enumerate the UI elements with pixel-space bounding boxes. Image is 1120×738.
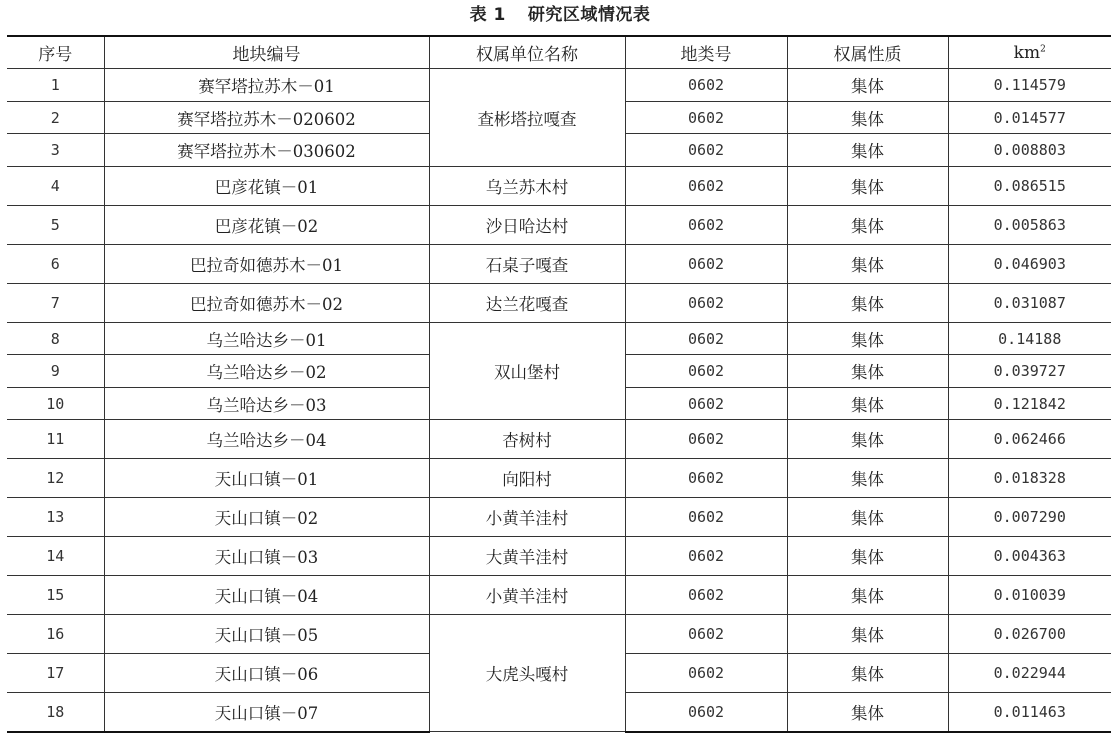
area-cell: 0.046903 [948,245,1111,284]
serial-cell: 9 [7,355,104,388]
area-cell: 0.014577 [948,102,1111,134]
serial-cell: 11 [7,420,104,459]
plot-id-cell: 天山口镇－02 [104,498,429,537]
table-row [7,69,1111,102]
ownership-type-cell: 集体 [787,102,948,134]
serial-cell: 16 [7,615,104,654]
header-owner-unit: 权属单位名称 [429,36,625,69]
ownership-type-cell: 集体 [787,245,948,284]
ownership-type-cell: 集体 [787,69,948,102]
serial-cell: 8 [7,323,104,355]
land-class-cell: 0602 [625,167,787,206]
owner-unit-cell: 杏树村 [429,420,625,459]
land-class-cell: 0602 [625,693,787,732]
serial-cell: 3 [7,134,104,167]
land-class-cell: 0602 [625,102,787,134]
ownership-type-cell: 集体 [787,576,948,615]
ownership-type-cell: 集体 [787,693,948,732]
table-row [7,537,1111,576]
owner-unit-cell: 大虎头嘎村 [429,615,625,732]
owner-unit-cell: 小黄羊洼村 [429,498,625,537]
area-cell: 0.010039 [948,576,1111,615]
serial-cell: 10 [7,388,104,420]
area-cell: 0.026700 [948,615,1111,654]
study-area-table [7,35,1111,733]
serial-cell: 15 [7,576,104,615]
table-row [7,245,1111,284]
area-cell: 0.004363 [948,537,1111,576]
serial-cell: 18 [7,693,104,732]
land-class-cell: 0602 [625,420,787,459]
plot-id-cell: 赛罕塔拉苏木－030602 [104,134,429,167]
land-class-cell: 0602 [625,206,787,245]
area-cell: 0.114579 [948,69,1111,102]
plot-id-cell: 天山口镇－05 [104,615,429,654]
table-caption [0,4,1120,26]
table-row [7,167,1111,206]
ownership-type-cell: 集体 [787,206,948,245]
owner-unit-cell: 乌兰苏木村 [429,167,625,206]
land-class-cell: 0602 [625,498,787,537]
owner-unit-cell: 达兰花嘎查 [429,284,625,323]
table-row [7,420,1111,459]
owner-unit-cell: 石桌子嘎查 [429,245,625,284]
table-number: 表 1 [469,5,506,25]
header-plot-id: 地块编号 [104,36,429,69]
plot-id-cell: 天山口镇－03 [104,537,429,576]
plot-id-cell: 巴彦花镇－02 [104,206,429,245]
serial-cell: 13 [7,498,104,537]
serial-cell: 7 [7,284,104,323]
header-serial: 序号 [7,36,104,69]
area-cell: 0.018328 [948,459,1111,498]
land-class-cell: 0602 [625,576,787,615]
header-ownership-type: 权属性质 [787,36,948,69]
area-cell: 0.086515 [948,167,1111,206]
land-class-cell: 0602 [625,245,787,284]
plot-id-cell: 乌兰哈达乡－04 [104,420,429,459]
ownership-type-cell: 集体 [787,284,948,323]
owner-unit-cell: 沙日哈达村 [429,206,625,245]
ownership-type-cell: 集体 [787,388,948,420]
area-cell: 0.062466 [948,420,1111,459]
ownership-type-cell: 集体 [787,498,948,537]
serial-cell: 14 [7,537,104,576]
serial-cell: 5 [7,206,104,245]
ownership-type-cell: 集体 [787,134,948,167]
land-class-cell: 0602 [625,537,787,576]
ownership-type-cell: 集体 [787,537,948,576]
ownership-type-cell: 集体 [787,355,948,388]
serial-cell: 12 [7,459,104,498]
table-row [7,284,1111,323]
area-unit-base: km [1013,42,1041,63]
land-class-cell: 0602 [625,355,787,388]
plot-id-cell: 乌兰哈达乡－02 [104,355,429,388]
area-cell: 0.005863 [948,206,1111,245]
area-cell: 0.039727 [948,355,1111,388]
table-row [7,498,1111,537]
table-row [7,323,1111,355]
table-row [7,615,1111,654]
ownership-type-cell: 集体 [787,615,948,654]
land-class-cell: 0602 [625,284,787,323]
plot-id-cell: 乌兰哈达乡－03 [104,388,429,420]
area-cell: 0.031087 [948,284,1111,323]
ownership-type-cell: 集体 [787,459,948,498]
area-cell: 0.008803 [948,134,1111,167]
table-row [7,576,1111,615]
ownership-type-cell: 集体 [787,323,948,355]
serial-cell: 2 [7,102,104,134]
owner-unit-cell: 小黄羊洼村 [429,576,625,615]
ownership-type-cell: 集体 [787,654,948,693]
header-land-class: 地类号 [625,36,787,69]
plot-id-cell: 赛罕塔拉苏木－020602 [104,102,429,134]
plot-id-cell: 巴拉奇如德苏木－02 [104,284,429,323]
header-area-unit [948,36,1111,69]
plot-id-cell: 乌兰哈达乡－01 [104,323,429,355]
ownership-type-cell: 集体 [787,167,948,206]
serial-cell: 1 [7,69,104,102]
table-title: 研究区域情况表 [527,5,651,25]
plot-id-cell: 天山口镇－04 [104,576,429,615]
land-class-cell: 0602 [625,388,787,420]
area-cell: 0.007290 [948,498,1111,537]
area-cell: 0.011463 [948,693,1111,732]
area-unit-superscript: 2 [1040,43,1046,54]
owner-unit-cell: 查彬塔拉嘎查 [429,69,625,167]
land-class-cell: 0602 [625,69,787,102]
land-class-cell: 0602 [625,615,787,654]
serial-cell: 4 [7,167,104,206]
serial-cell: 6 [7,245,104,284]
plot-id-cell: 天山口镇－06 [104,654,429,693]
serial-cell: 17 [7,654,104,693]
table-header-row [7,36,1111,69]
owner-unit-cell: 向阳村 [429,459,625,498]
table-row [7,206,1111,245]
plot-id-cell: 巴彦花镇－01 [104,167,429,206]
land-class-cell: 0602 [625,323,787,355]
land-class-cell: 0602 [625,459,787,498]
area-cell: 0.022944 [948,654,1111,693]
ownership-type-cell: 集体 [787,420,948,459]
owner-unit-cell: 双山堡村 [429,323,625,420]
plot-id-cell: 天山口镇－01 [104,459,429,498]
plot-id-cell: 巴拉奇如德苏木－01 [104,245,429,284]
owner-unit-cell: 大黄羊洼村 [429,537,625,576]
area-cell: 0.14188 [948,323,1111,355]
area-cell: 0.121842 [948,388,1111,420]
land-class-cell: 0602 [625,134,787,167]
table-row [7,459,1111,498]
land-class-cell: 0602 [625,654,787,693]
plot-id-cell: 天山口镇－07 [104,693,429,732]
plot-id-cell: 赛罕塔拉苏木－01 [104,69,429,102]
